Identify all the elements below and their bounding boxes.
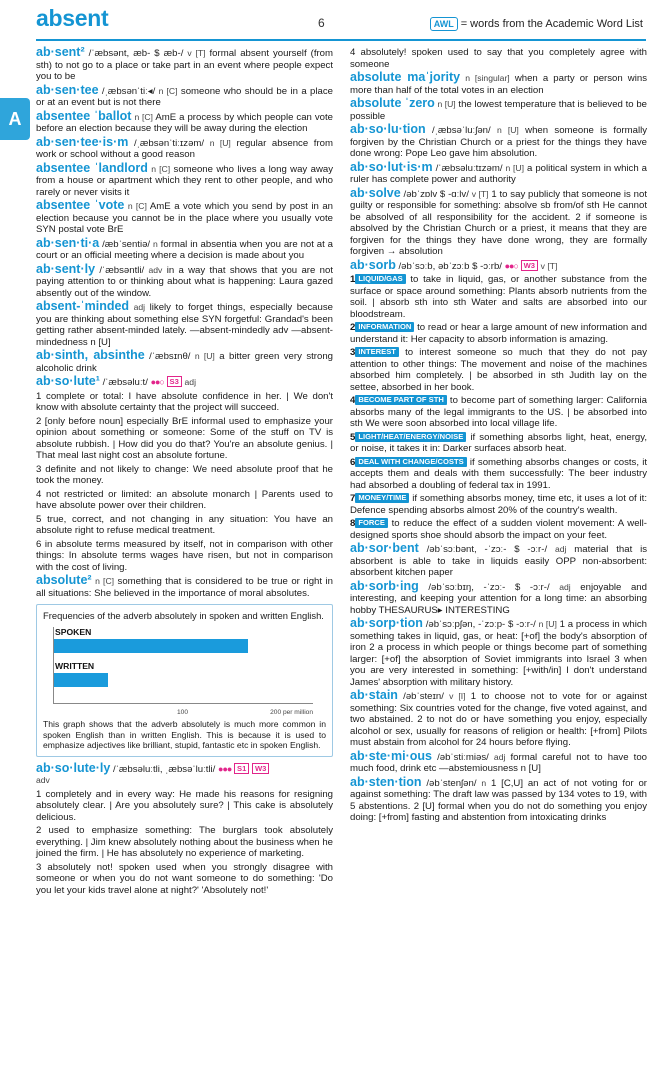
signpost: BECOME PART OF STH (355, 395, 447, 405)
grammar-label: n [C] (127, 201, 147, 211)
pronunciation: /əbˈzɒlv $ -ɑːlv/ (403, 188, 469, 200)
bar-label: WRITTEN (55, 661, 95, 671)
entry (350, 185, 647, 258)
chart-title: Frequencies of the adverb absolutely in spoken and written English. (43, 610, 324, 621)
definition: someone who should be in a place or at an event but is not there (36, 85, 333, 108)
sense-number: 7 (350, 493, 356, 504)
sense-number: 3 (350, 347, 356, 358)
pronunciation: /ˌæbsənˈtiːɪzəm/ (134, 137, 205, 149)
headword: absolute ˈzero (350, 96, 435, 110)
sense (350, 395, 647, 430)
sense: 1 completely and in every way: He made his reasons for resigning absolutely clear. | Are you absolutely sure? | This cake is absolutely delicious. (36, 788, 333, 823)
chart (43, 625, 313, 719)
sense: 6 in absolute terms measured by itself, not in comparison with other things: In absolute terms wages have risen, but not in comparison with the cost of living. (36, 538, 333, 573)
definition: formal absent yourself (from sth) to not go to a place or take part in an event where people expect you to be (36, 48, 334, 82)
frequency-dots: ●●○ (504, 260, 518, 271)
grammar-label: n (152, 238, 158, 249)
frequency-mark: W3 (252, 763, 269, 774)
grammar-label: adj (554, 544, 567, 554)
entry (350, 748, 648, 775)
definition: 1 to say publicly that someone is not guilty or responsible for something: absolve sb from/of sth He cannot be absolved of all responsibility for the accident. 2 if someone is absolved by the Christian Church or a priest, it means that they are forgiven for the things they have done wrong, they are formally forgiven → absolution (350, 188, 647, 257)
grammar-label: adj (184, 377, 196, 387)
entry (350, 98, 647, 122)
frequency-mark: W3 (521, 260, 538, 271)
entry (36, 47, 333, 83)
definition: if something absorbs money, time etc, it uses a lot of it: Defence spending absorbs almost 20% of the country's wealth. (350, 493, 647, 516)
headword: absolute maˈjority (350, 70, 461, 84)
pronunciation: /ˈæbsəluːt/ (102, 377, 148, 388)
headword: ab·solve (350, 185, 401, 200)
bar (53, 639, 248, 653)
grammar-label: n [U] (505, 162, 524, 173)
entry-absolute-2 (36, 575, 333, 599)
sense-number: 6 (350, 456, 356, 468)
awl-badge: AWL (430, 17, 458, 31)
pronunciation: /əbˈstenʃən/ (426, 777, 477, 789)
y-axis (53, 627, 54, 704)
entry (350, 72, 647, 96)
grammar-label: adv (36, 775, 50, 785)
headword: ab·sten·tion (350, 774, 422, 789)
headword: ab·sorb (350, 257, 396, 272)
frequency-dots: ●●○ (150, 377, 164, 387)
definition: if something absorbs changes or costs, it accepts them and deals with them successfully: The beer industry had absorbed a doubling of federal tax in 1991. (350, 456, 648, 491)
pronunciation: /ˈæbsəntli/ (99, 264, 145, 276)
headword: ab·sorb·ing (350, 578, 419, 593)
headword: absentee ˈvote (36, 198, 125, 212)
definition: material that is absorbent is able to take in liquids easily OPP non-absorbent: absorbent kitchen paper (350, 544, 647, 578)
definition: AmE a process by which people can vote before an election because they will be away during the election (36, 111, 334, 134)
headword: ab·sorp·tion (350, 616, 423, 630)
definition: the lowest temperature that is believed to be possible (350, 99, 647, 122)
signpost: LIGHT/HEAT/ENERGY/NOISE (355, 432, 466, 442)
sense (350, 347, 647, 393)
definition: to become part of something larger: California absorbs many of the legal immigrants to the US. | be absorbed into sth We were soon absorbed into local village life. (350, 395, 647, 429)
headword: ab·ste·mi·ous (350, 748, 432, 763)
definition: a political system in which a ruler has complete power and authority (350, 162, 648, 185)
definition: to reduce the effect of a sudden violent movement: A well-designed sports shoe should absorb the impact on your feet. (350, 518, 647, 541)
entry (36, 160, 334, 199)
pronunciation: /əbˈsɔːpʃən, -ˈzɔːp- $ -ɔːr-/ (425, 619, 536, 630)
pronunciation: /ˈæbsɪnθ/ (149, 351, 191, 362)
grammar-label: n [U] (538, 619, 557, 629)
grammar-label: n [C] (134, 111, 153, 122)
bar-label: SPOKEN (55, 627, 92, 637)
headword: ab·sor·bent (350, 541, 419, 555)
right-column (350, 47, 647, 826)
grammar-label: v [T] (471, 188, 489, 199)
headword: absentee ˈlandlord (36, 160, 148, 175)
grammar-label: adj (133, 302, 146, 312)
entry (350, 618, 647, 688)
header-headword: absent (36, 5, 109, 31)
entry (36, 301, 333, 348)
frequency-mark: S3 (167, 376, 182, 387)
sense: 2 used to emphasize something: The burglars took absolutely everything. | Jim knew absolutely nothing about the business when he joined the firm. | He has absolutely no experience of marketing. (36, 825, 333, 859)
page-number: 6 (318, 16, 325, 30)
entry (36, 200, 333, 236)
grammar-label: n [U] (497, 125, 519, 135)
definition: 1 to choose not to vote for or against something: Six countries voted for the change, five voted against, and two abstained. 2 to not do or have something you enjoy, especially alcohol or sex, usually for reasons of religion or health: [+from] Pilots must abstain from alcohol for 24 hours before flying. (350, 691, 647, 748)
pronunciation: /əbˈsɔːbɪŋ, -ˈzɔː- $ -ɔːr-/ (428, 581, 550, 593)
sense-number: 1 (350, 274, 356, 285)
definition: to take in liquid, gas, or another substance from the surface or space around something: Plants absorb nutrients from the soil. | absorb sth into sth Water and salts are absorbed into our bloodstream. (350, 274, 648, 320)
definition: in a way that shows that you are not paying attention to or thinking about what is happening: Laura gazed absently out of the window. (36, 264, 333, 299)
sense: 3 absolutely not! spoken used when you strongly disagree with someone or when you do not want someone to do something: 'Do you let your kids travel alone at night?' 'Absolutely not!' (36, 861, 333, 896)
grammar-label: adv (148, 264, 163, 275)
chart-note: This graph shows that the adverb absolutely is much more common in spoken English than in written English. This is because it is used to emphasize adjectives like brilliant, stupid, fantastic etc in spoken English. (43, 719, 326, 750)
pronunciation: /ˌæbsəˈluːʃən/ (432, 125, 491, 136)
definition: formal in absentia when you are not at a court or an official meeting where a decision is made about you (36, 238, 334, 261)
sense (350, 274, 647, 320)
pronunciation: /ˈæbsəluːtɪzəm/ (435, 162, 503, 174)
entry (350, 578, 647, 617)
sense-number: 4 (350, 395, 356, 406)
grammar-label: v [I] (449, 691, 466, 701)
entry (36, 134, 333, 161)
sense: 2 [only before noun] especially BrE informal used to emphasize your opinion about something or someone: Some of the stuff on TV is absolute rubbish. | How did you do that? You're an absolute genius. | That meal last night cost an absolute fortune. (36, 415, 333, 461)
pronunciation: /ˌæbsənˈtiː◂/ (101, 85, 156, 97)
frequency-mark: S1 (234, 763, 249, 774)
sense: 1 complete or total: I have absolute confidence in her. | We don't know with absolute certainty that the project will succeed. (36, 390, 333, 413)
definition: to interest someone so much that they do not pay attention to other things: The movement and noise of the machines absorbed him completely. | be absorbed in sth Judith lay on the settee, absorbed in her book. (350, 347, 647, 393)
headword: absentee ˈballot (36, 108, 132, 123)
headword: ab·sen·tee (36, 82, 99, 97)
entry (350, 774, 647, 824)
headword: ab·so·lute·ly (36, 760, 111, 775)
pronunciation: /ˈæbsəluːtli, ˌæbsəˈluːtli/ (112, 763, 216, 775)
headword: ab·sen·ti·a (36, 235, 100, 250)
entry (36, 235, 334, 262)
definition: when a party or person wins more than half of the total votes in an election (350, 73, 647, 96)
sense (350, 457, 647, 492)
grammar-label: v [T] (187, 48, 206, 58)
headword: ab·so·lut·is·m (350, 159, 433, 174)
signpost: DEAL WITH CHANGE/COSTS (355, 457, 466, 467)
sense: 3 definite and not likely to change: We need absolute proof that he took the money. (36, 463, 333, 486)
letter-tab: A (0, 98, 30, 140)
definition: 1 [C,U] an act of not voting for or against something: The draft law was passed by 134 votes to 19, with 5 abstentions. 2 [U] formal when you do not do something you enjoy doing: [+from] fasting and abstention from intoxicating drinks (350, 777, 647, 823)
pronunciation: /əbˈstiːmiəs/ (437, 751, 489, 763)
pronunciation: /æbˈsentiə/ (102, 238, 151, 250)
entry (36, 350, 333, 374)
headword: absent-ˈminded (36, 299, 130, 313)
grammar-label: n [C] (158, 85, 178, 96)
definition: enjoyable and interesting, and keeping your attention for a long time: an absorbing hobby THESAURUS▸ INTERESTING (350, 581, 647, 616)
header-rule (36, 39, 646, 41)
grammar-label: adj (493, 751, 506, 762)
entry-absolutely (36, 760, 333, 787)
headword: ab·sen·tee·is·m (36, 134, 129, 149)
sense-number: 8 (350, 518, 356, 529)
sense-number: 5 (350, 431, 356, 443)
awl-legend (430, 17, 643, 31)
grammar-label: n [U] (437, 99, 456, 109)
frequency-chart-box (36, 604, 333, 757)
sense: 4 not restricted or limited: an absolute monarch | Parents used to have absolute power over their children. (36, 488, 333, 511)
frequency-dots: ●●● (218, 763, 232, 774)
grammar-label: adj (559, 581, 571, 592)
entry (36, 82, 333, 109)
sense: 4 absolutely! spoken used to say that you completely agree with someone (350, 47, 647, 70)
headword: ab·sent·ly (36, 261, 96, 276)
headword: ab·so·lute¹ (36, 374, 100, 388)
grammar-label: n [singular] (465, 73, 510, 83)
sense (350, 322, 647, 345)
signpost: FORCE (355, 518, 388, 528)
bar (53, 673, 108, 687)
grammar-label: n [C] (95, 576, 115, 586)
entry-absolute-1 (36, 376, 333, 389)
entry-absorb (350, 257, 647, 273)
sense (350, 493, 647, 516)
headword: ab·so·lu·tion (350, 122, 426, 136)
pronunciation: /əbˈsɔːb, əbˈzɔːb $ -ɔːrb/ (398, 260, 502, 272)
definition: 1 a process in which something takes in liquid, gas, or heat: [+of] the body's absorption of iron 2 a process in which people or things become part of something larger: [+of] the absorption of Soviet immigrants into Israel 3 when you are very interested in something: [+with/in] I don't understand James' absorption with military history. (350, 619, 648, 688)
grammar-label: n [U] (194, 351, 215, 361)
sense (350, 432, 647, 455)
sense-number: 2 (350, 322, 356, 333)
entry (350, 690, 647, 749)
pronunciation: /əbˈsteɪn/ (403, 691, 444, 702)
left-column (36, 47, 333, 898)
signpost: LIQUID/GAS (355, 274, 405, 284)
entry (36, 108, 334, 135)
definition: someone who lives a long way away from a house or apartment which they rent to other people, and who rarely or never visits it (36, 163, 334, 198)
headword: ab·stain (350, 688, 398, 702)
sense: 5 true, correct, and not changing in any situation: You have an absolute right to refuse medical treatment. (36, 513, 333, 536)
definition: a bitter green very strong alcoholic drink (36, 351, 333, 374)
definition: if something absorbs light, heat, energy, or noise, it takes it in: Darker surfaces absorb heat. (350, 431, 647, 454)
grammar-label: n (481, 777, 487, 788)
definition: AmE a vote which you send by post in an election because you cannot be in the place where you usually vote SYN postal vote BrE (36, 201, 334, 235)
headword: ab·sinth, absinthe (36, 348, 145, 362)
definition: likely to forget things, especially because you are thinking about something else SYN forgetful: Grandad's been getting rather absent-minded lately. —absent-mindedly adv —absent-mindedness n [U] (36, 302, 333, 348)
headword: ab·sent² (36, 45, 85, 59)
awl-text: = words from the Academic Word List (460, 18, 643, 30)
signpost: INFORMATION (355, 322, 414, 332)
pronunciation: /ˈæbsənt, æb- $ æb-/ (88, 48, 184, 59)
tick-label: 100 (177, 709, 189, 716)
tick-label: 200 per million (270, 709, 313, 716)
definition: something that is considered to be true or right in all situations: She believed in the importance of moral absolutes. (36, 576, 333, 599)
definition: to read or hear a large amount of new information and understand it: Her capacity to absorb information is amazing. (350, 322, 647, 345)
headword: absolute² (36, 573, 92, 587)
definition: formal careful not to have too much food, drink etc —abstemiousness n [U] (350, 751, 648, 774)
entry (36, 261, 333, 300)
signpost: INTEREST (355, 347, 399, 357)
pronunciation: /əbˈsɔːbənt, -ˈzɔː- $ -ɔːr-/ (426, 544, 548, 555)
page-header (0, 0, 653, 40)
entry (350, 543, 647, 579)
signpost: MONEY/TIME (355, 493, 409, 503)
entry (350, 124, 647, 160)
x-axis (53, 703, 313, 704)
definition: when someone is formally forgiven by the Christian Church or a priest for the things they have done wrong: Pope Leo gave him absolution. (350, 125, 648, 159)
definition: regular absence from work or school without a good reason (36, 137, 333, 160)
grammar-label: n [U] (209, 137, 231, 148)
grammar-label: v [T] (540, 260, 558, 271)
entry (350, 159, 648, 186)
sense (350, 518, 647, 541)
grammar-label: n [C] (151, 163, 171, 174)
